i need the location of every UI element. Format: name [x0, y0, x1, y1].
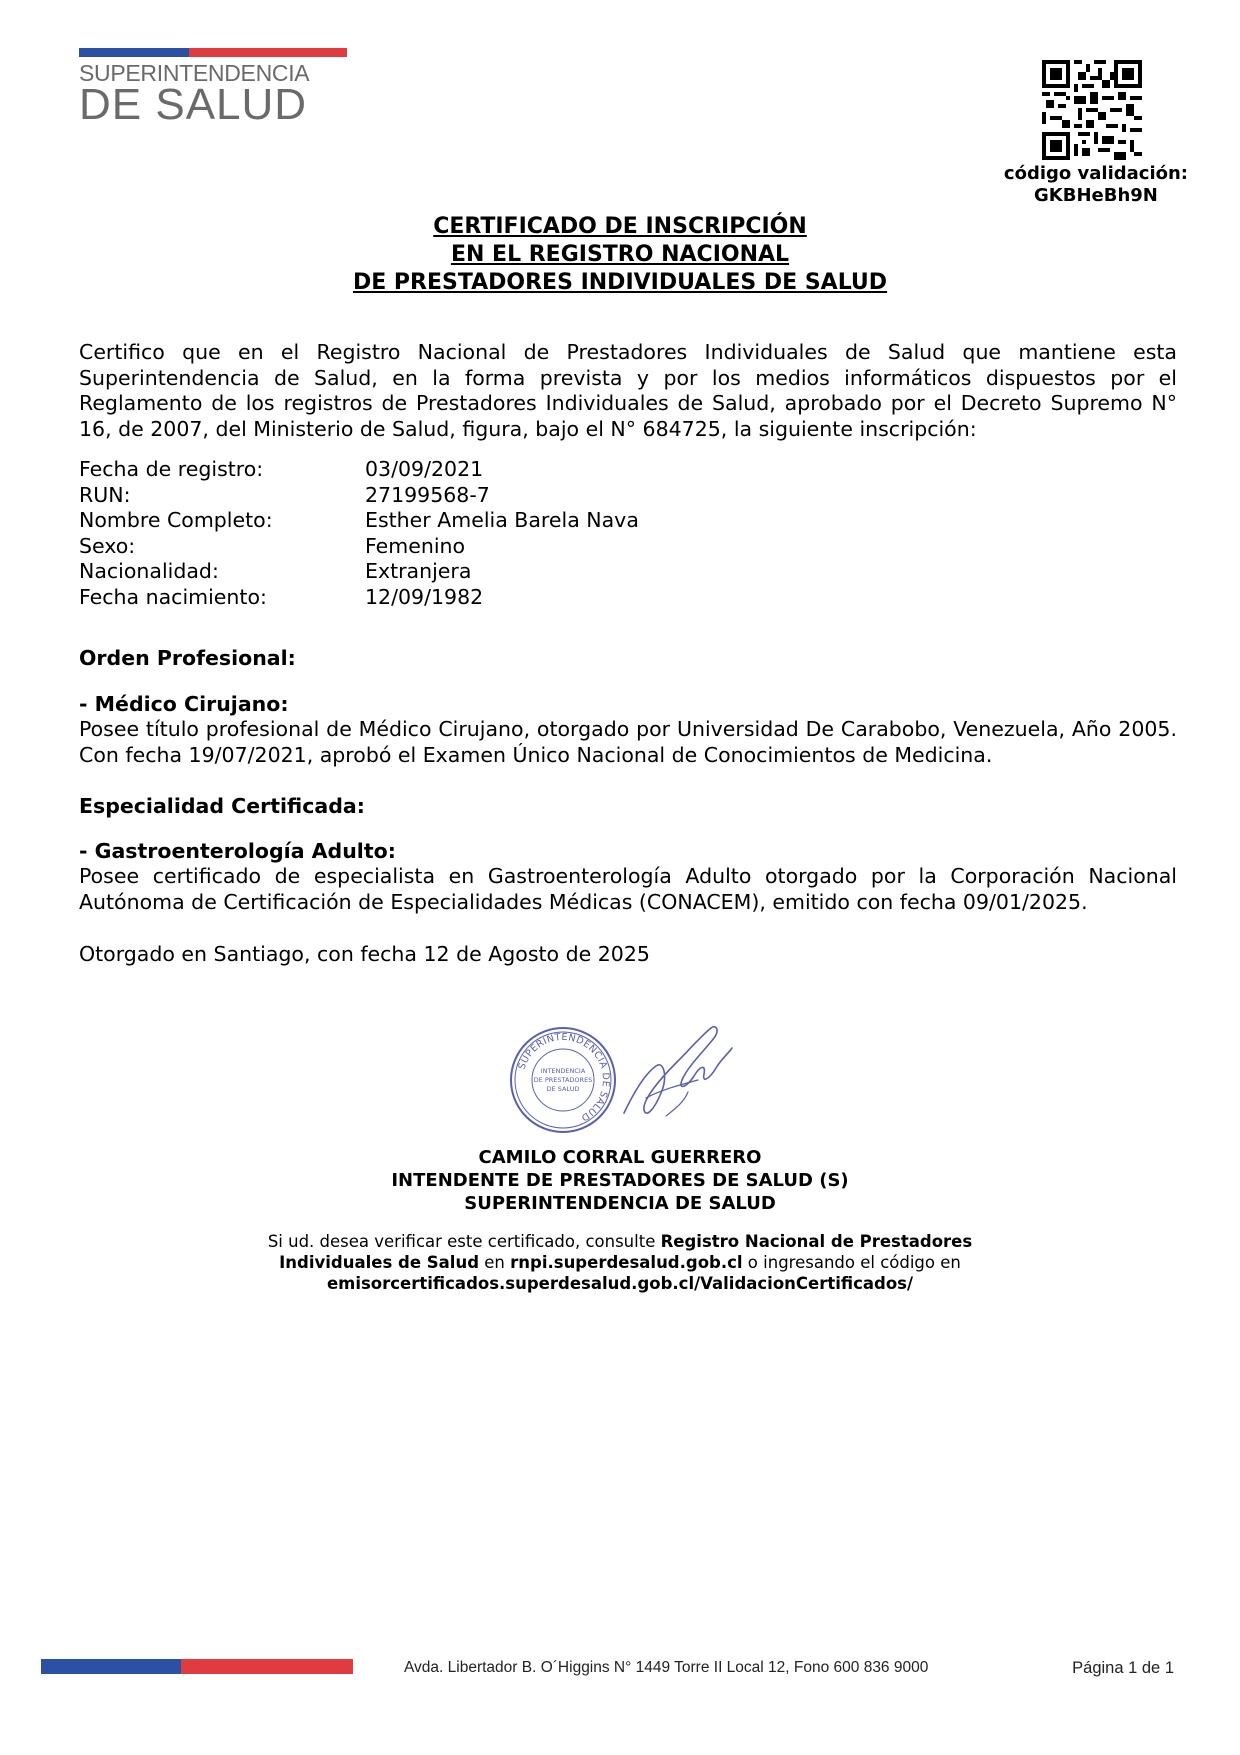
field-value: 12/09/1982: [365, 584, 484, 609]
field-value: Femenino: [365, 533, 466, 558]
certificate-title: [0, 213, 1240, 297]
stamp-inner-line1: INTENDENCIA: [540, 1067, 586, 1075]
field-row: [79, 585, 639, 611]
official-stamp: [508, 1025, 618, 1135]
especialidad-heading: Especialidad Certificada:: [79, 794, 365, 818]
especialidad-item-title: - Gastroenterología Adulto:: [79, 839, 396, 863]
field-value: Extranjera: [365, 559, 472, 583]
field-row: [79, 457, 639, 483]
validation-code: GKBHeBh9N: [1034, 185, 1158, 206]
rnpi-link: rnpi.superdesalud.gob.cl: [510, 1253, 743, 1272]
field-value: Esther Amelia Barela Nava: [365, 508, 639, 532]
logo-color-bar: [79, 48, 347, 57]
title-line1: CERTIFICADO DE INSCRIPCIÓN: [433, 214, 807, 239]
field-row: [79, 534, 639, 560]
validation-url: emisorcertificados.superdesalud.gob.cl/ValidacionCertificados/: [326, 1274, 914, 1293]
signer-name: CAMILO CORRAL GUERRERO: [478, 1147, 762, 1168]
verify-text: Si ud. desea verificar este certificado, consulte: [267, 1232, 661, 1251]
field-value: 27199568-7: [365, 482, 490, 507]
validation-label: código validación:: [1003, 163, 1188, 184]
signer-block: [0, 1146, 1240, 1215]
registry-name: Registro Nacional de Prestadores: [660, 1232, 973, 1251]
validation-block: [1004, 163, 1188, 207]
registry-name-cont: Individuales de Salud: [279, 1253, 480, 1272]
title-line3: DE PRESTADORES INDIVIDUALES DE SALUD: [352, 270, 888, 295]
especialidad-item-text: Posee certificado de especialista en Gastroenterología Adulto otorgado por la Corporación Nacional Autónoma de Certificación de Especialidades Médicas (CONACEM), emitido con fecha 09/01/2025.: [79, 864, 1177, 914]
field-label: RUN:: [79, 482, 131, 507]
logo-line2: DE SALUD: [79, 80, 308, 129]
stamp-ring-text: SUPERINTENDENCIA DE SALUD: [516, 1031, 612, 1124]
title-line2: EN EL REGISTRO NACIONAL: [450, 242, 790, 267]
field-label: Fecha de registro:: [79, 457, 264, 481]
stamp-inner-line3: DE SALUD: [546, 1085, 580, 1093]
orden-item-title: - Médico Cirujano:: [79, 692, 289, 716]
signer-organization: SUPERINTENDENCIA DE SALUD: [464, 1193, 776, 1214]
intro-paragraph: Certifico que en el Registro Nacional de Prestadores Individuales de Salud que mantiene esta Superintendencia de Salud, en la forma prevista y por los medios informáticos dispuestos por el Reglamento de los registros de Prestadores Individuales de Salud, aprobado por el Decreto Supremo N° 16, de 2007, del Ministerio de Salud, figura, bajo el N° 684725, la siguiente inscripción:: [79, 340, 1177, 441]
issue-date-line: Otorgado en Santiago, con fecha 12 de Agosto de 2025: [79, 942, 650, 966]
verify-text: en: [479, 1253, 511, 1272]
handwritten-signature: [616, 1018, 736, 1138]
registration-fields: [79, 457, 639, 610]
field-label: Nacionalidad:: [79, 559, 219, 583]
field-label: Nombre Completo:: [79, 508, 273, 532]
verify-text: o ingresando el código en: [742, 1253, 961, 1272]
orden-item-text: Posee título profesional de Médico Cirujano, otorgado por Universidad De Carabobo, Venezuela, Año 2005. Con fecha 19/07/2021, aprobó el Examen Único Nacional de Conocimientos de Medicina.: [79, 717, 1177, 767]
footer-address: Avda. Libertador B. O´Higgins N° 1449 Torre II Local 12, Fono 600 836 9000: [404, 1659, 929, 1676]
verification-note: [0, 1231, 1240, 1294]
field-row: [79, 559, 639, 585]
logo-line1: SUPERINTENDENCIA: [79, 60, 310, 86]
field-label: Fecha nacimiento:: [79, 584, 267, 609]
field-row: [79, 508, 639, 534]
footer-color-bar: [41, 1659, 353, 1674]
orden-heading: Orden Profesional:: [79, 646, 296, 670]
stamp-inner-line2: DE PRESTADORES: [533, 1076, 593, 1084]
signer-position: INTENDENTE DE PRESTADORES DE SALUD (S): [391, 1170, 849, 1191]
field-label: Sexo:: [79, 533, 136, 558]
field-value: 03/09/2021: [365, 457, 484, 481]
superintendencia-logo: [79, 48, 347, 129]
field-row: [79, 483, 639, 509]
qr-code: [1042, 60, 1142, 160]
page-number: Página 1 de 1: [1072, 1659, 1174, 1677]
